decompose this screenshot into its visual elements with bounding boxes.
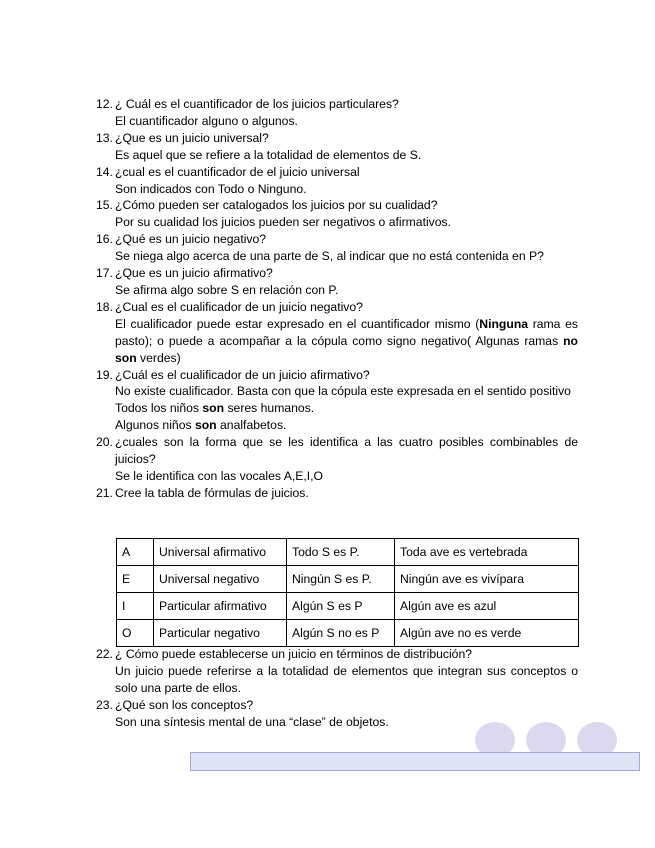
question-text: ¿Cuál es el cualificador de un juicio afirmativo?	[115, 367, 370, 382]
example-part: analfabetos.	[216, 418, 287, 433]
question-number: 20.	[96, 435, 113, 450]
answer-text: No existe cualificador. Basta con que la cópula este expresada en el sentido positivo	[115, 384, 571, 399]
question-number: 15.	[96, 198, 113, 213]
answer-part: verdes)	[136, 350, 181, 365]
question-number: 12.	[96, 97, 113, 111]
table-cell: Ningún ave es vivípara	[395, 566, 579, 593]
question-number: 14.	[96, 164, 113, 179]
judgment-formula-table	[116, 538, 579, 647]
table-cell: I	[117, 593, 154, 620]
table-row	[117, 620, 579, 647]
question-number: 21.	[96, 485, 113, 500]
question-18	[96, 299, 578, 367]
question-text: ¿Que es un juicio universal?	[115, 130, 269, 145]
question-22	[96, 646, 578, 697]
answer-text: Por su cualidad los juicios pueden ser negativos o afirmativos.	[115, 215, 452, 230]
table-cell: Ningún S es P.	[287, 566, 395, 593]
question-number: 13.	[96, 130, 113, 145]
question-14	[96, 164, 578, 198]
question-text: ¿Cómo pueden ser catalogados los juicios por su cualidad?	[115, 198, 438, 213]
question-text: ¿Que es un juicio afirmativo?	[115, 266, 273, 281]
question-text: ¿cual es el cuantificador de el juicio universal	[115, 164, 360, 179]
table-cell: Algún ave es azul	[395, 593, 579, 620]
table-cell: Particular negativo	[154, 620, 287, 647]
question-number: 16.	[96, 232, 113, 247]
table-cell: Algún S es P	[287, 593, 395, 620]
answer-text: El cuantificador alguno o algunos.	[115, 113, 298, 128]
footer-band	[190, 752, 640, 771]
question-15	[96, 197, 578, 231]
question-12	[96, 96, 578, 130]
table-cell: Todo S es P.	[287, 539, 395, 566]
question-13	[96, 130, 578, 164]
table-cell: Toda ave es vertebrada	[395, 539, 579, 566]
question-21	[96, 485, 578, 502]
answer-text	[115, 316, 578, 367]
answer-text: Un juicio puede referirse a la totalidad de elementos que integran sus conceptos o solo una parte de ellos.	[115, 663, 578, 695]
table-cell: Universal afirmativo	[154, 539, 287, 566]
question-number: 18.	[96, 299, 113, 314]
answer-text: Son indicados con Todo o Ninguno.	[115, 181, 307, 196]
answer-text: Se afirma algo sobre S en relación con P.	[115, 282, 339, 297]
table-row	[117, 566, 579, 593]
question-text: ¿ Cuál es el cuantificador de los juicios particulares?	[115, 97, 399, 111]
answer-text: Se le identifica con las vocales A,E,I,O	[115, 468, 323, 483]
question-text: ¿Qué son los conceptos?	[115, 697, 254, 712]
answer-part: El cualificador puede estar expresado en el cuantificador mismo (	[115, 316, 480, 331]
question-text: ¿cuales son la forma que se les identifica a las cuatro posibles combinables de juicios?	[115, 435, 578, 467]
example-part: Todos los niños	[115, 401, 203, 416]
table-cell: Algún S no es P	[287, 620, 395, 647]
question-17	[96, 265, 578, 299]
bold-term: Ninguna	[479, 316, 529, 331]
table-cell: Algún ave no es verde	[395, 620, 579, 647]
question-number: 22.	[96, 647, 113, 661]
example-line	[115, 417, 578, 434]
bold-term: son	[202, 401, 225, 416]
question-number: 17.	[96, 266, 113, 281]
question-list	[96, 96, 578, 502]
example-line	[115, 400, 578, 417]
bold-term: no son	[115, 333, 578, 365]
question-text: Cree la tabla de fórmulas de juicios.	[115, 485, 309, 500]
answer-text: Se niega algo acerca de una parte de S, al indicar que no está contenida en P?	[115, 249, 544, 264]
question-16	[96, 231, 578, 265]
question-text: ¿Cual es el cualificador de un juicio negativo?	[115, 299, 363, 314]
example-part: Algunos niños	[115, 418, 195, 433]
question-list-continued	[96, 646, 578, 731]
question-20	[96, 434, 578, 485]
question-number: 19.	[96, 367, 113, 382]
question-19	[96, 367, 578, 435]
question-text: ¿ Cómo puede establecerse un juicio en términos de distribución?	[115, 647, 473, 661]
table-cell: A	[117, 539, 154, 566]
answer-text: Es aquel que se refiere a la totalidad de elementos de S.	[115, 147, 422, 162]
answer-text: Son una síntesis mental de una “clase” de objetos.	[115, 714, 389, 729]
example-part: seres humanos.	[224, 401, 315, 416]
table-cell: E	[117, 566, 154, 593]
answer-part: rama es pasto); o puede a acompañar a la cópula como signo negativo( Algunas ramas	[115, 316, 578, 348]
table-row	[117, 593, 579, 620]
table-cell: Particular afirmativo	[154, 593, 287, 620]
bold-term: son	[194, 418, 217, 433]
table-cell: O	[117, 620, 154, 647]
question-number: 23.	[96, 697, 113, 712]
table-row	[117, 539, 579, 566]
table-cell: Universal negativo	[154, 566, 287, 593]
question-text: ¿Qué es un juicio negativo?	[115, 232, 267, 247]
